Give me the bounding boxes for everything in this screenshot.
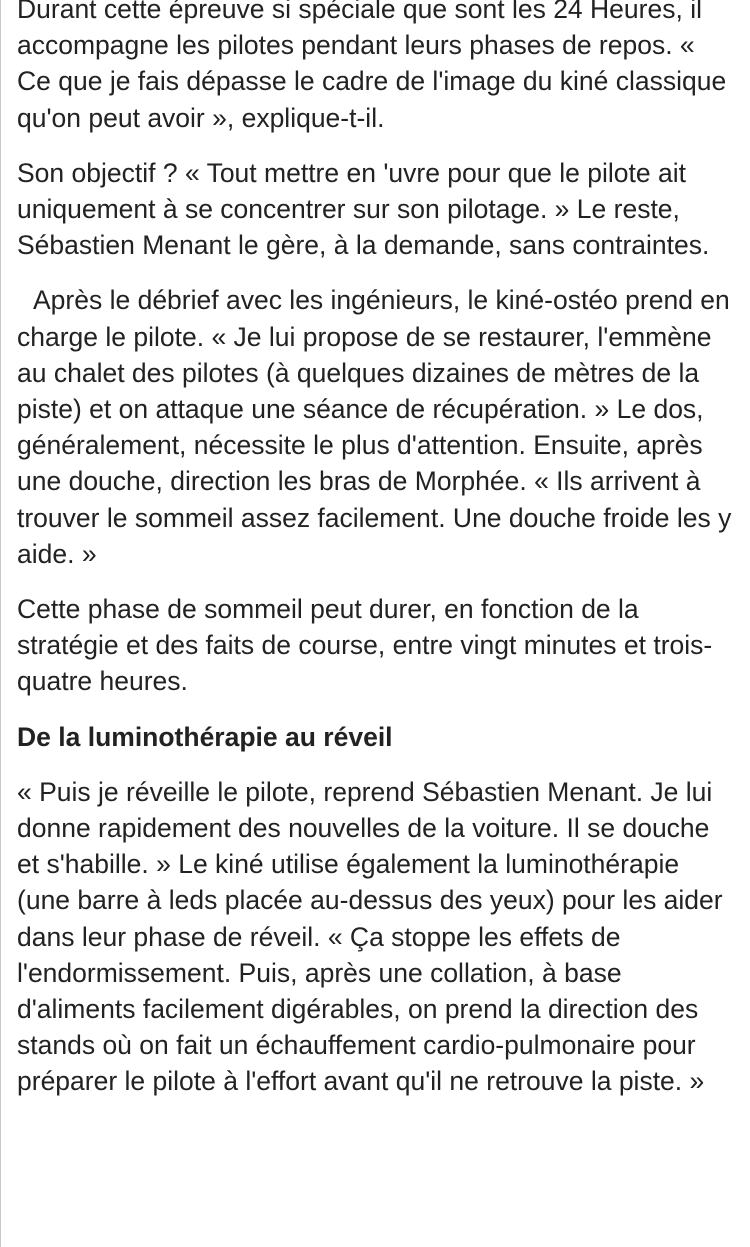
article-subheading: De la luminothérapie au réveil [17, 721, 393, 752]
article-paragraph-5: « Puis je réveille le pilote, reprend Sébastien Menant. Je lui donne rapidement des nouvelles de la voiture. Il se douche et s'habille. » Le kiné utilise également la luminothérapie (une barre à leds placée au-dessus des yeux) pour les aider dans leur phase de réveil. « Ça stoppe les effets de l'endormissement. Puis, après une collation, à base d'aliments facilement digérables, on prend la direction des stands où on fait un échauffement cardio-pulmonaire pour préparer le pilote à l'effort avant qu'il ne retrouve la piste. » [17, 776, 723, 1097]
article-body [17, 0, 733, 1119]
article-paragraph-2: Son objectif ? « Tout mettre en 'uvre pour que le pilote ait uniquement à se concentrer sur son pilotage. » Le reste, Sébastien Menant le gère, à la demande, sans contraintes. [17, 157, 710, 261]
article-paragraph-1: Durant cette épreuve si spéciale que sont les 24 Heures, il accompagne les pilotes pendant leurs phases de repos. « Ce que je fais dépasse le cadre de l'image du kiné classique qu'on peut avoir », explique-t-il. [17, 0, 727, 133]
article-paragraph-4: Cette phase de sommeil peut durer, en fonction de la stratégie et des faits de course, entre vingt minutes et trois-quatre heures. [17, 594, 713, 697]
article-paragraph-3: Après le débrief avec les ingénieurs, le kiné-ostéo prend en charge le pilote. « Je lui propose de se restaurer, l'emmène au chalet des pilotes (à quelques dizaines de mètres de la piste) et on attaque une séance de récupération. » Le dos, généralement, nécessite le plus d'attention. Ensuite, après une douche, direction les bras de Morphée. « Ils arrivent à trouver le sommeil assez facilement. Une douche froide les y aide. » [17, 285, 732, 569]
